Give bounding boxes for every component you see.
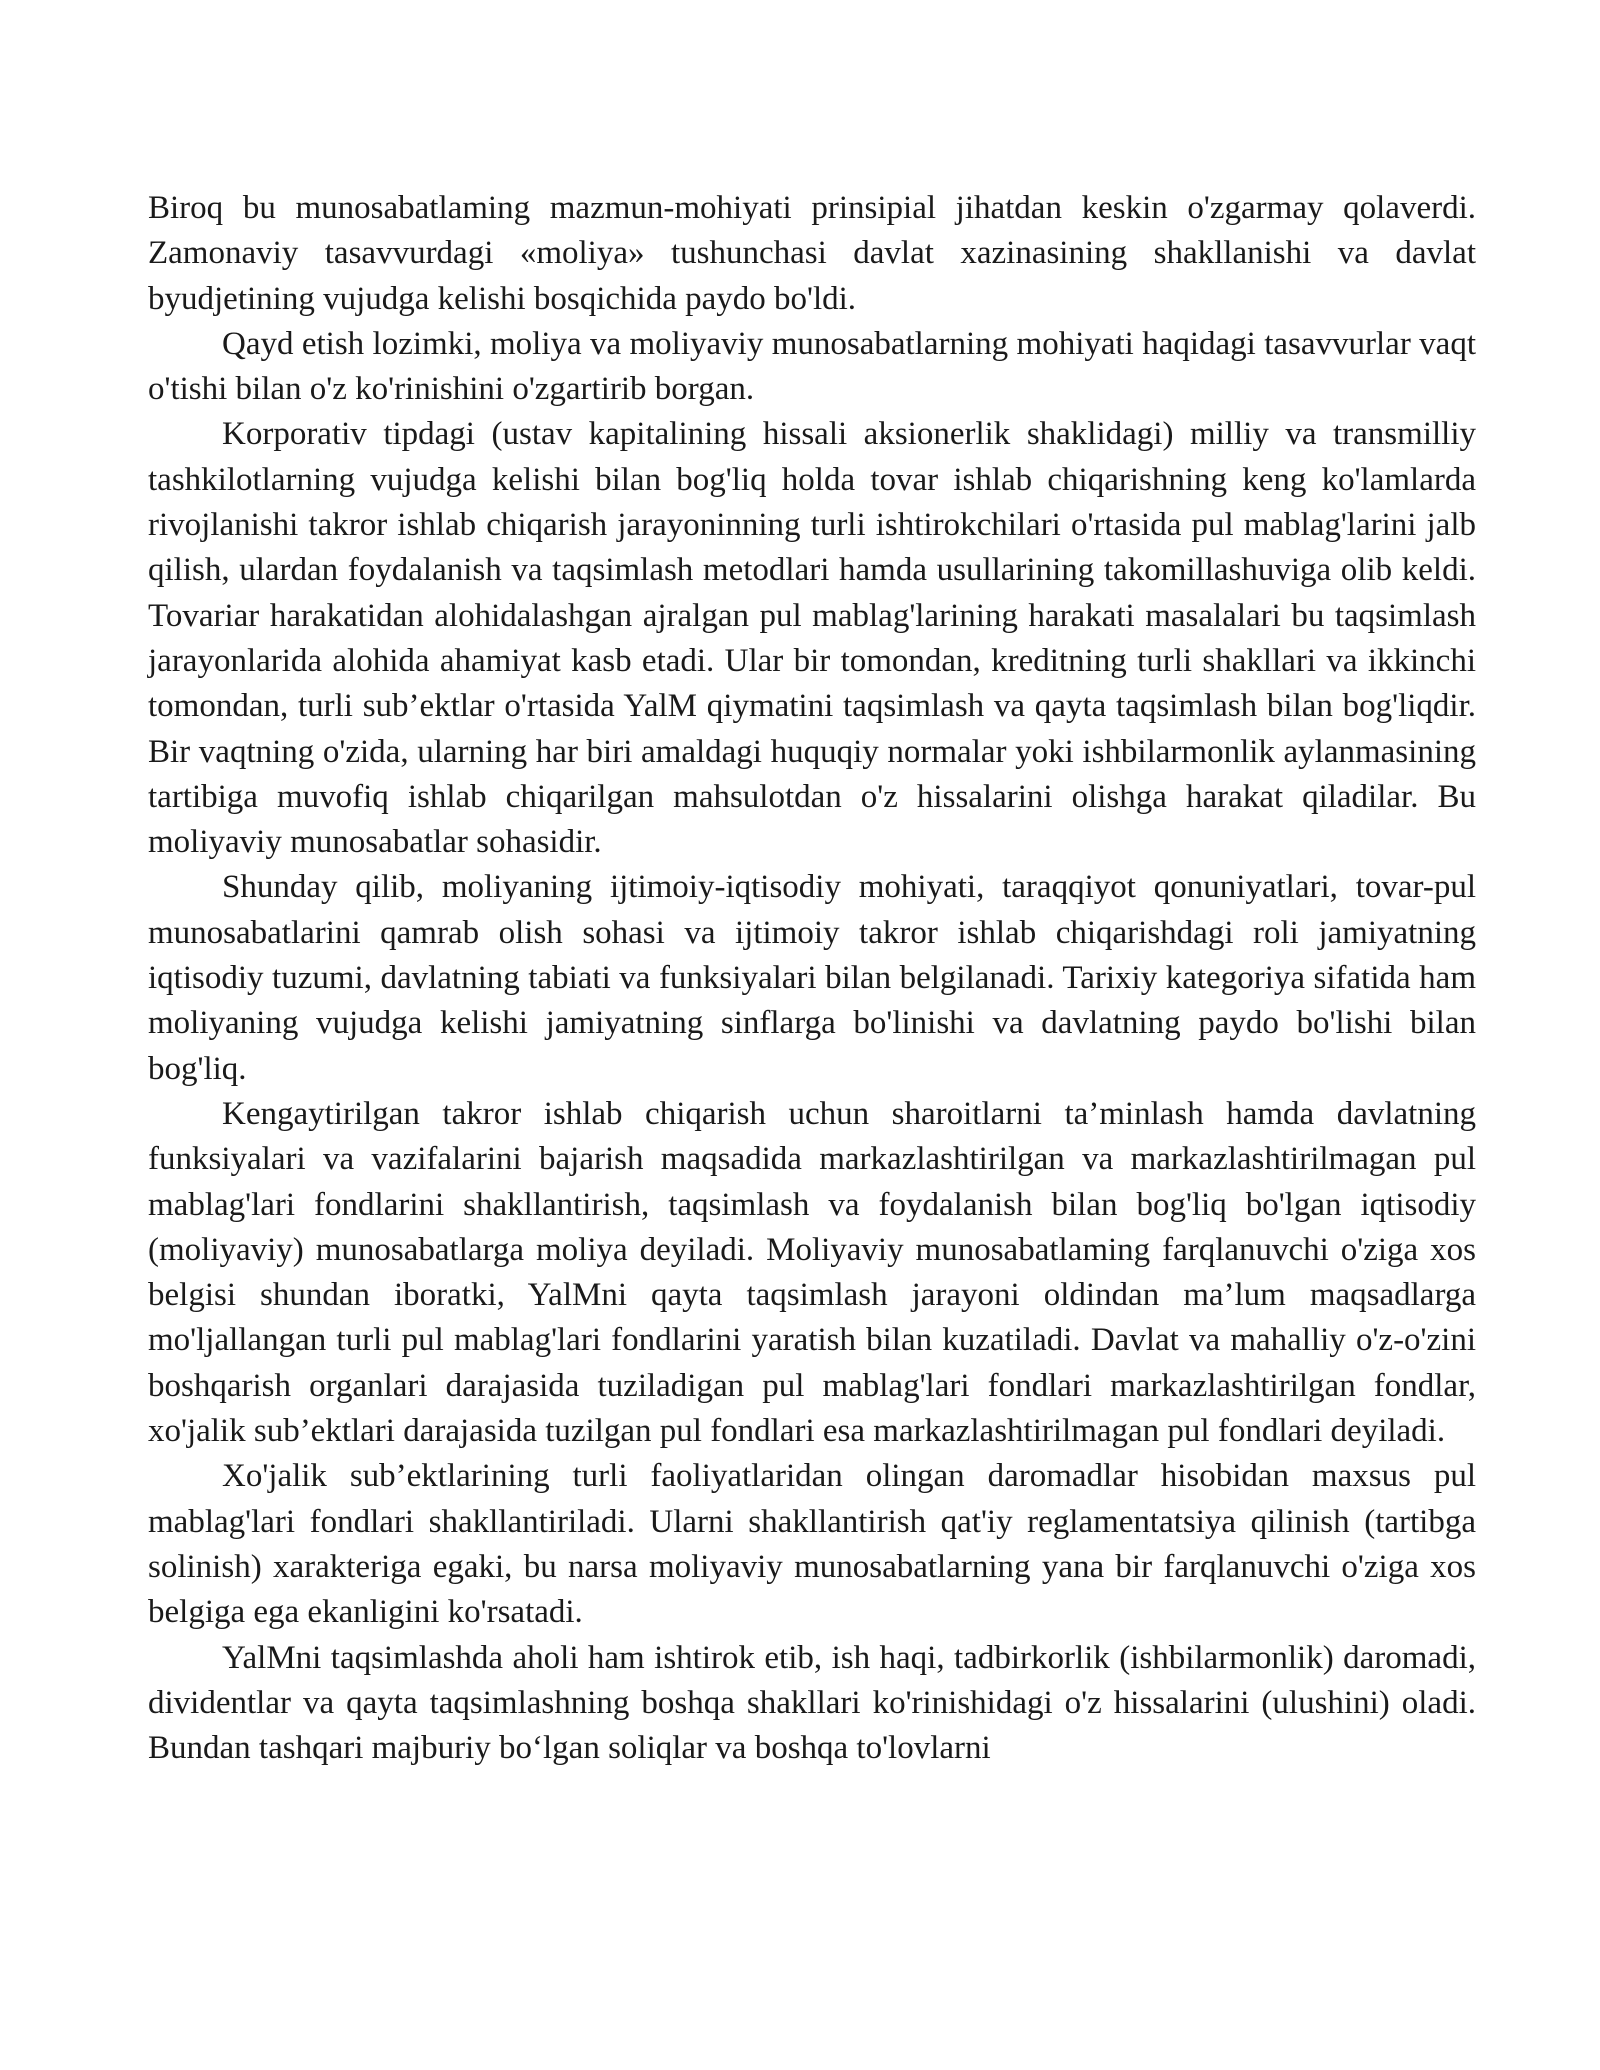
paragraph-2: Qayd etish lozimki, moliya va moliyaviy munosabatlarning mohiyati haqidagi tasavvurlar vaqt o'tishi bilan o'z ko'rinishini o'zgartirib borgan. [148,325,1476,408]
paragraph-4: Shunday qilib, moliyaning ijtimoiy-iqtisodiy mohiyati, taraqqiyot qonuniyatlari, tovar-pul munosabatlarini qamrab olish sohasi va ijtimoiy takror ishlab chiqarishdagi roli jamiyatning iqtisodiy tuzumi, davlatning tabiati va funksiyalari bilan belgilanadi. Tarixiy kategoriya sifatida ham moliyaning vujudga kelishi jamiyatning sinflarga bo'linishi va davlatning paydo bo'lishi bilan bog'liq. [148,869,1476,1087]
paragraph-5: Kengaytirilgan takror ishlab chiqarish uchun sharoitlarni ta’minlash hamda davlatning funksiyalari va vazifalarini bajarish maqsadida markazlashtirilgan va markazlashtirilmagan pul mablag'lari fondlarini shakllantirish, taqsimlash va foydalanish bilan bog'liq bo'lgan iqtisodiy (moliyaviy) munosabatlarga moliya deyiladi. Moliyaviy munosabatlaming farqlanuvchi o'ziga xos belgisi shundan iboratki, YalMni qayta taqsimlash jarayoni oldindan ma’lum maqsadlarga mo'ljallangan turli pul mablag'lari fondlarini yaratish bilan kuzatiladi. Davlat va mahalliy o'z-o'zini boshqarish organlari darajasida tuziladigan pul mablag'lari fondlari markazlashtirilgan fondlar, xo'jalik sub’ektlari darajasida tuzilgan pul fondlari esa markazlashtirilmagan pul fondlari deyiladi. [148,1095,1476,1450]
document-page [148,186,1476,1771]
paragraph-6: Xo'jalik sub’ektlarining turli faoliyatlaridan olingan daromadlar hisobidan maxsus pul mablag'lari fondlari shakllantiriladi. Ularni shakllantirish qat'iy reglamentatsiya qilinish (tartibga solinish) xarakteriga egaki, bu narsa moliyaviy munosabatlarning yana bir farqlanuvchi o'ziga xos belgiga ega ekanligini ko'rsatadi. [148,1458,1476,1631]
paragraph-1: Biroq bu munosabatlaming mazmun-mohiyati prinsipial jihatdan keskin o'zgarmay qolaverdi. Zamonaviy tasavvurdagi «moliya» tushunchasi davlat xazinasining shakllanishi va davlat byudjetining vujudga kelishi bosqichida paydo bo'ldi. [148,190,1476,317]
paragraph-7: YalMni taqsimlashda aholi ham ishtirok etib, ish haqi, tadbirkorlik (ishbilarmonlik) daromadi, dividentlar va qayta taqsimlashning boshqa shakllari ko'rinishidagi o'z hissalarini (ulushini) oladi. Bundan tashqari majburiy bo‘lgan soliqlar va boshqa to'lovlarni [148,1639,1476,1767]
paragraph-3: Korporativ tipdagi (ustav kapitalining hissali aksionerlik shaklidagi) milliy va transmilliy tashkilotlarning vujudga kelishi bilan bog'liq holda tovar ishlab chiqarishning keng ko'lamlarda rivojlanishi takror ishlab chiqarish jarayoninning turli ishtirokchilari o'rtasida pul mablag'larini jalb qilish, ulardan foydalanish va taqsimlash metodlari hamda usullarining takomillashuviga olib keldi. Tovariar harakatidan alohidalashgan ajralgan pul mablag'larining harakati masalalari bu taqsimlash jarayonlarida alohida ahamiyat kasb etadi. Ular bir tomondan, kreditning turli shakllari va ikkinchi tomondan, turli sub’ektlar o'rtasida YalM qiymatini taqsimlash va qayta taqsimlash bilan bog'liqdir. Bir vaqtning o'zida, ularning har biri amaldagi huquqiy normalar yoki ishbilarmonlik aylanmasining tartibiga muvofiq ishlab chiqarilgan mahsulotdan o'z hissalarini olishga harakat qiladilar. Bu moliyaviy munosabatlar sohasidir. [148,416,1476,861]
